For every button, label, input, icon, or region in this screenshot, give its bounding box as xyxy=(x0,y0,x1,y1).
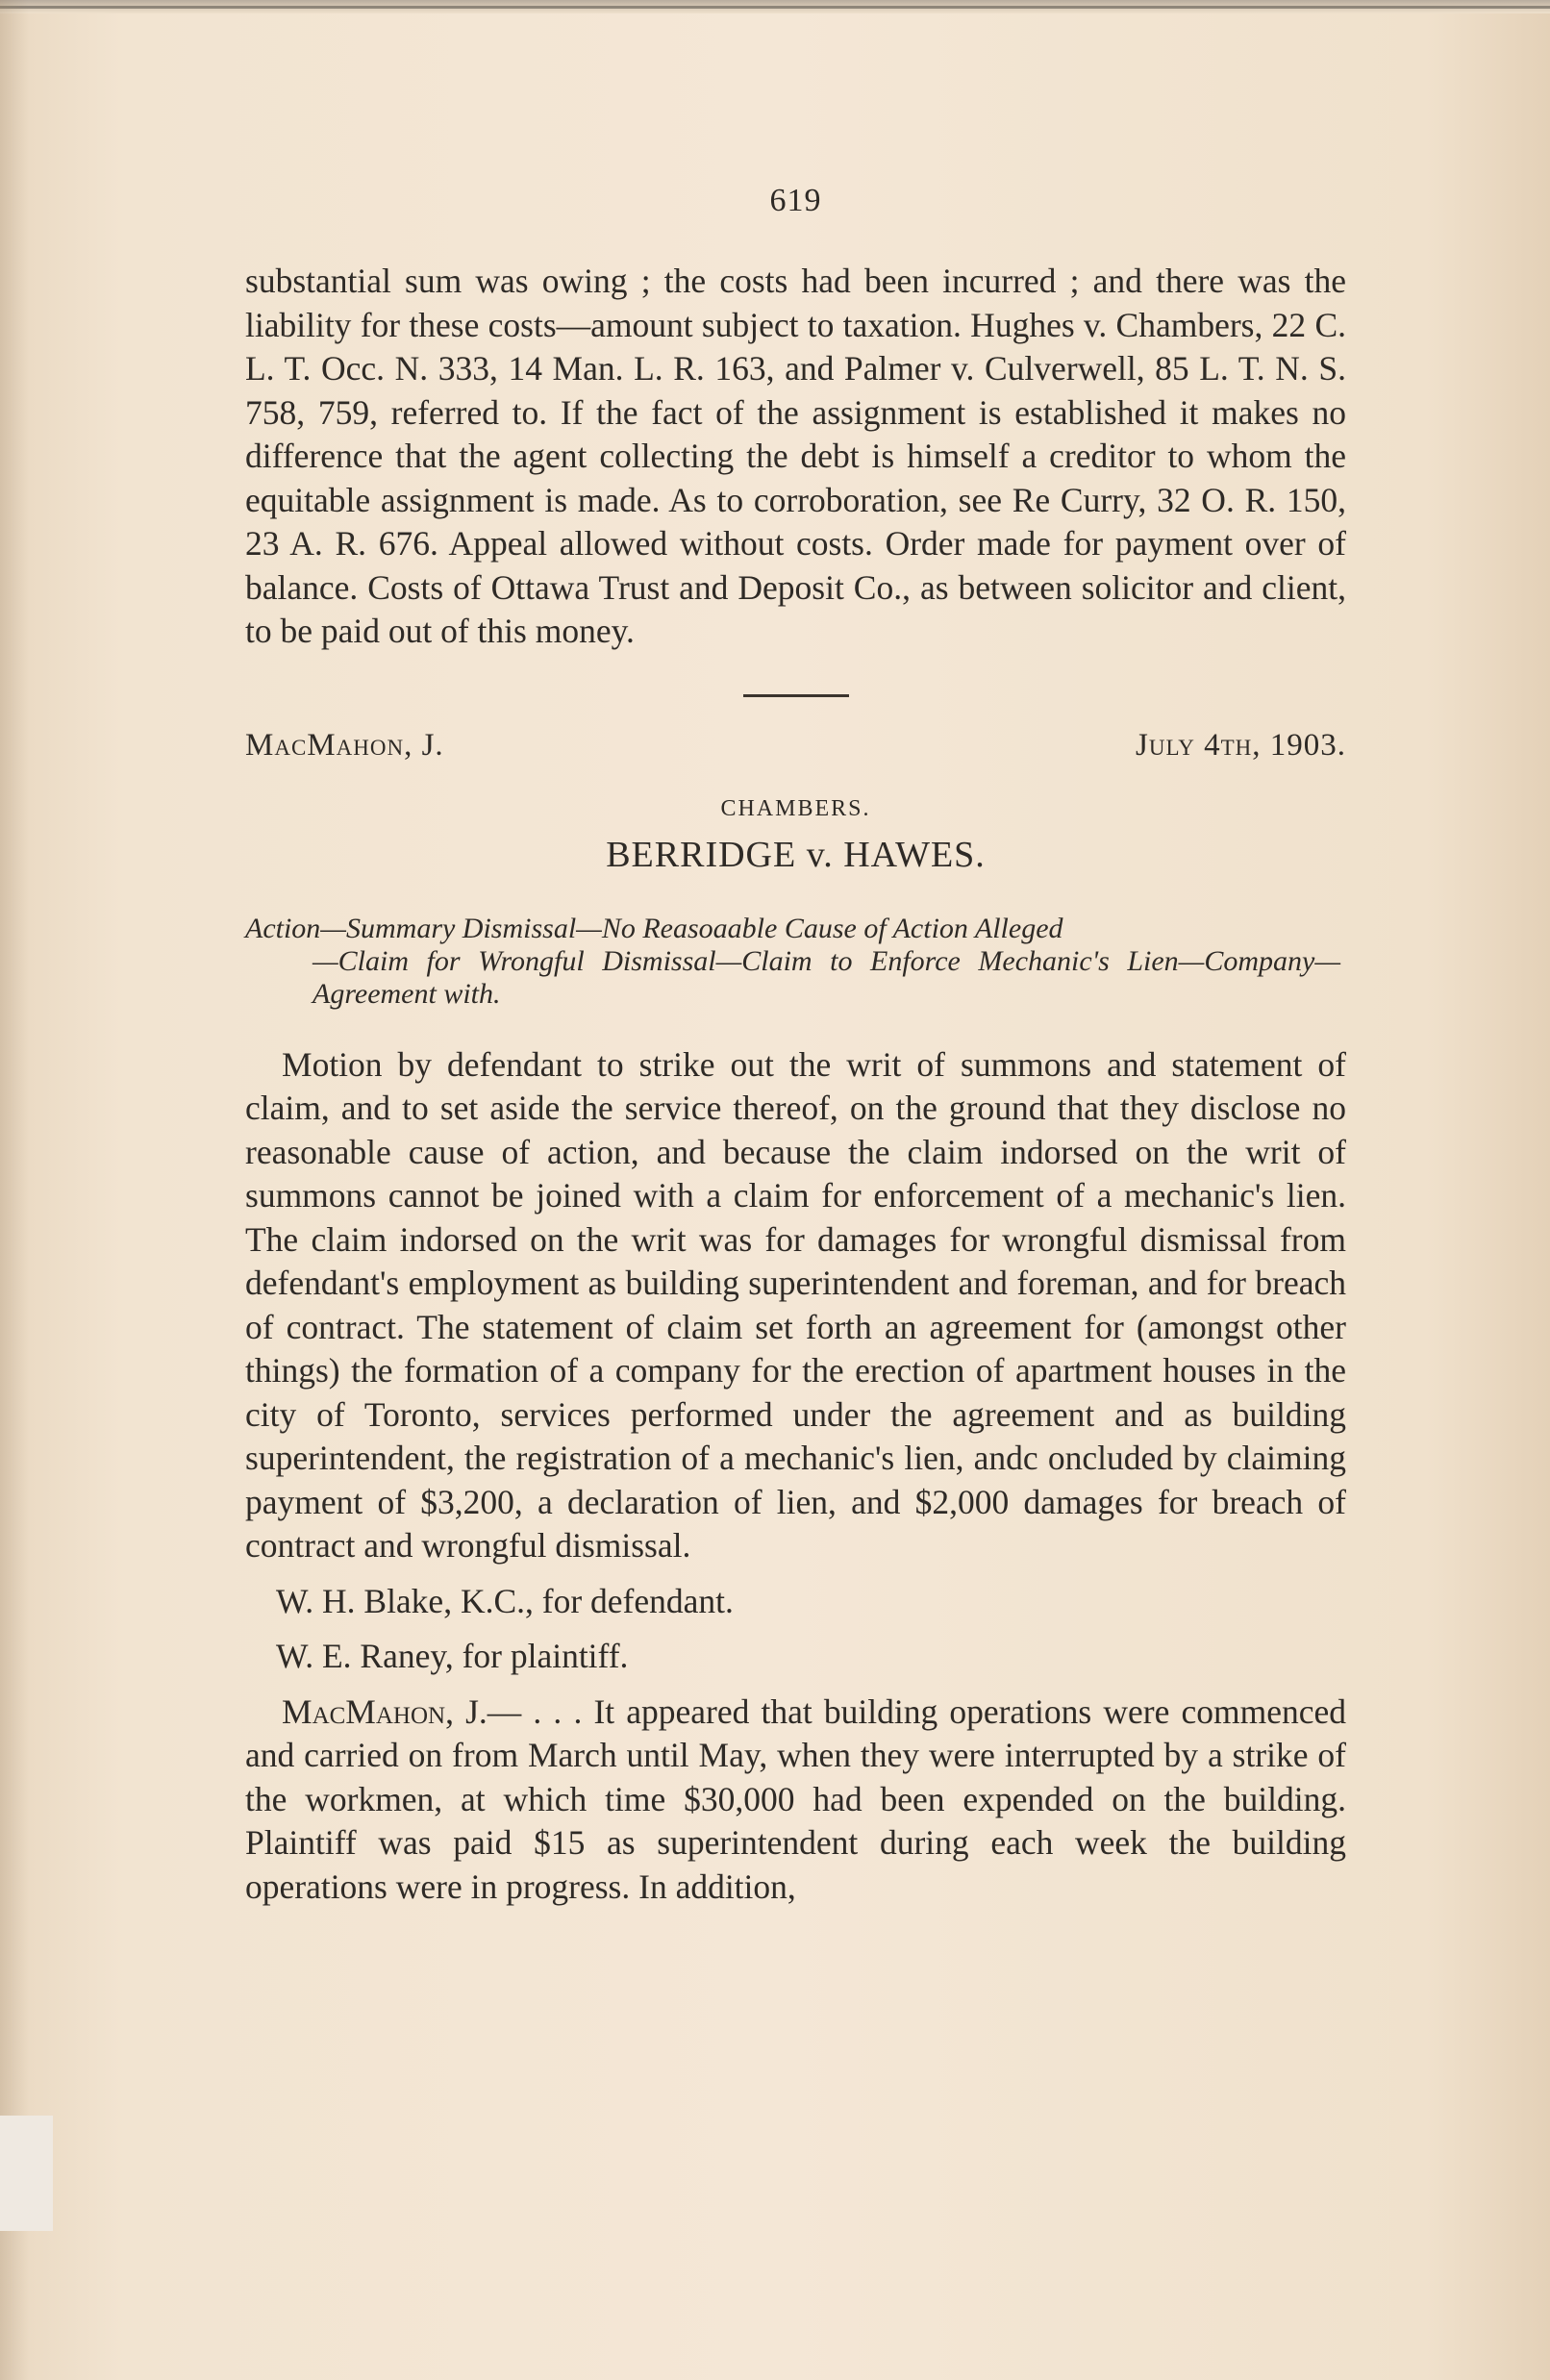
case-title: BERRIDGE v. HAWES. xyxy=(606,834,986,875)
judge-name: MacMahon, J. xyxy=(245,727,444,763)
page-top-rule xyxy=(0,6,1550,9)
counsel-plaintiff: W. E. Raney, for plaintiff. xyxy=(276,1637,629,1675)
opening-paragraph: substantial sum was owing ; the costs had been incurred ; and there was the liability for these costs—amount subject to taxation. Hughes v. Chambers, 22 C. L. T. Occ. N. 333, 14 Man. L. R. 163, and Palmer v. Culverwell, 85 L. T. N. S. 758, 759, referred to. If the fact of the assignment is established it makes no difference that the agent collecting the debt is himself a creditor to whom the equitable assignment is made. As to corroboration, see Re Curry, 32 O. R. 150, 23 A. R. 676. Appeal allowed without costs. Order made for payment over of balance. Costs of Ottawa Trust and Deposit Co., as between solicitor and client, to be paid out of this money. xyxy=(245,262,1346,650)
counsel-defendant: W. H. Blake, K.C., for defendant. xyxy=(276,1581,734,1620)
headnote-line-2: —Claim for Wrongful Dismissal—Claim to Enforce Mechanic's Lien—Company—Agreement with. xyxy=(312,944,1340,1010)
section-divider xyxy=(743,694,849,697)
court-label: CHAMBERS. xyxy=(720,795,871,821)
headnote xyxy=(245,913,1346,1011)
judgment-paragraph xyxy=(245,1691,1346,1910)
case-header xyxy=(245,728,1346,764)
decision-date: July 4th, 1903. xyxy=(1136,727,1346,763)
judgment-speaker: MacMahon, J.— xyxy=(282,1691,522,1731)
page-edge-patch xyxy=(0,2116,53,2231)
page-binding-shadow xyxy=(0,0,29,2380)
judgment-text: . . . It appeared that building operations were commenced and carried on from March until May, when they were interrupted by a strike of the workmen, at which time $30,000 had been expended on the building. Plaintiff was paid $15 as superintendent during each week the building operations were in progress. In addition, xyxy=(245,1691,1346,1906)
motion-paragraph: Motion by defendant to strike out the writ of summons and statement of claim, and to set aside the service thereof, on the ground that they disclose no reasonable cause of action, and because the claim indorsed on the writ of summons cannot be joined with a claim for enforcement of a mechanic's lien. The claim indorsed on the writ was for damages for wrongful dismissal from defendant's employment as building superintendent and foreman, and for breach of contract. The statement of claim set forth an agreement for (amongst other things) the formation of a company for the erection of apartment houses in the city of Toronto, services performed under the agreement and as building superintendent, the registration of a mechanic's lien, andc oncluded by claiming payment of $3,200, a declaration of lien, and $2,000 damages for breach of contract and wrongful dismissal. xyxy=(245,1044,1346,1565)
page-number: 619 xyxy=(769,183,822,218)
headnote-line-1: Action—Summary Dismissal—No Reasoaable Cause of Action Alleged xyxy=(245,912,1063,944)
page-content xyxy=(245,183,1346,1909)
